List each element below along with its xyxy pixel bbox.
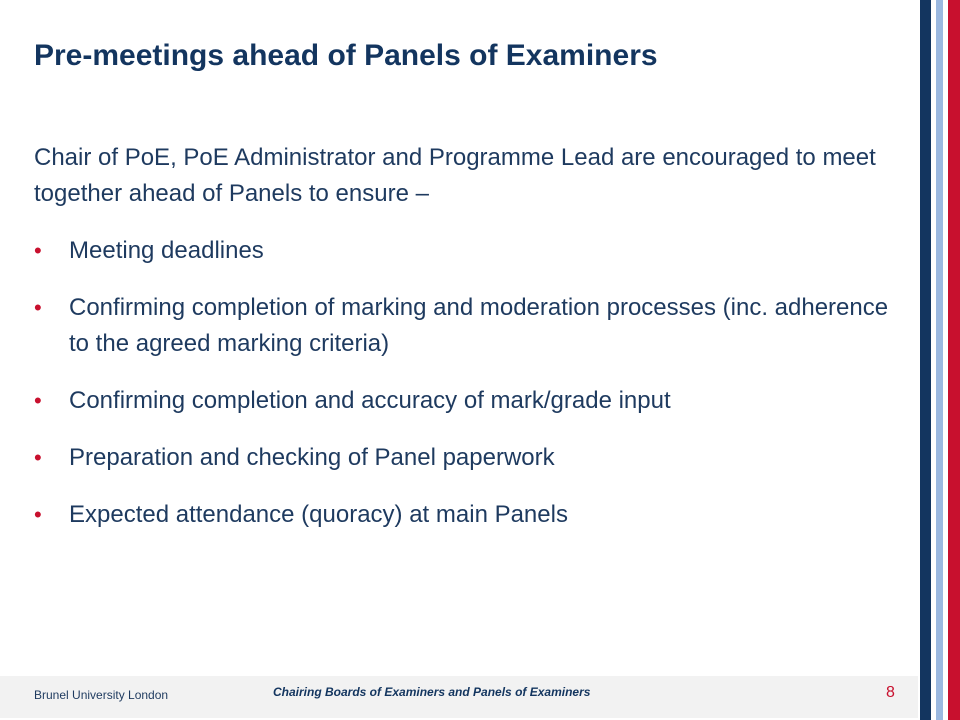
slide-title: Pre-meetings ahead of Panels of Examiners [34, 39, 658, 72]
stripe-red [948, 0, 960, 720]
bullet-text: Confirming completion of marking and moderation processes (inc. adherence to the agreed marking criteria) [69, 294, 889, 357]
bullet-item [34, 290, 904, 362]
bullet-item [34, 233, 904, 269]
bullet-icon: • [34, 445, 42, 470]
bullet-item [34, 383, 904, 419]
bullet-icon: • [34, 388, 42, 413]
bullet-text: Preparation and checking of Panel paperwork [69, 444, 555, 471]
footer-bar [0, 676, 918, 718]
footer-deck-title: Chairing Boards of Examiners and Panels of Examiners [273, 685, 591, 699]
bullet-text: Meeting deadlines [69, 237, 264, 264]
bullet-text: Confirming completion and accuracy of mark/grade input [69, 387, 671, 414]
bullet-icon: • [34, 295, 42, 320]
page-number: 8 [886, 684, 895, 701]
bullet-item [34, 497, 904, 533]
stripe-light-blue [936, 0, 943, 720]
bullet-icon: • [34, 502, 42, 527]
bullet-item [34, 440, 904, 476]
decorative-stripes [920, 0, 960, 720]
bullet-icon: • [34, 238, 42, 263]
intro-paragraph: Chair of PoE, PoE Administrator and Programme Lead are encouraged to meet together ahead of Panels to ensure – [34, 144, 876, 207]
stripe-navy [920, 0, 931, 720]
bullet-text: Expected attendance (quoracy) at main Panels [69, 501, 568, 528]
bullet-list [34, 233, 904, 554]
footer-organization: Brunel University London [34, 688, 169, 702]
